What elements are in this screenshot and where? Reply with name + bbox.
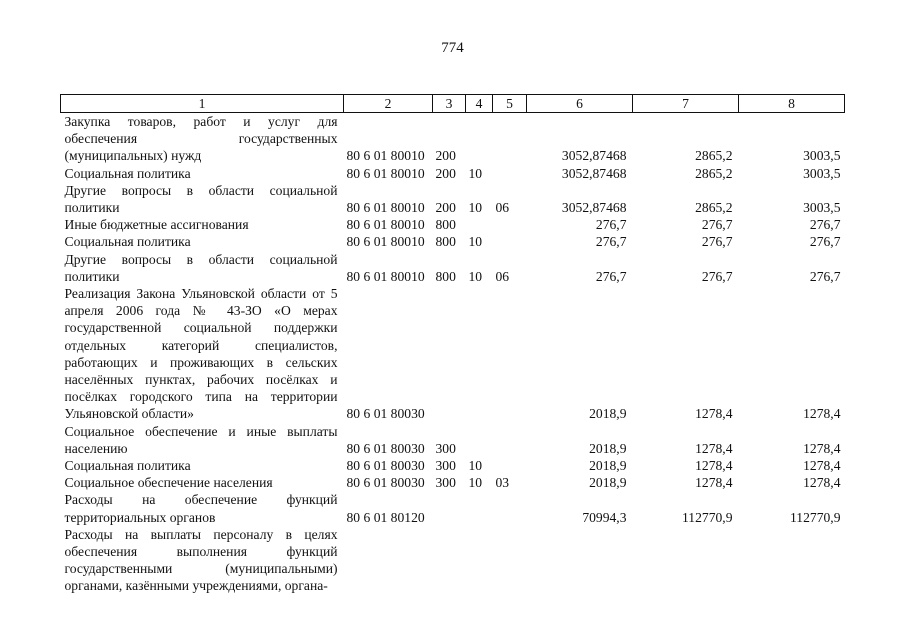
table-row bbox=[61, 165, 845, 182]
row-target-code: 80 6 01 80030 bbox=[346, 406, 425, 422]
column-header-8: 8 bbox=[739, 95, 845, 113]
row-amount-col8: 1278,4 bbox=[803, 440, 841, 456]
column-header-7: 7 bbox=[633, 95, 739, 113]
table-row bbox=[61, 251, 845, 285]
row-expense-type bbox=[433, 285, 466, 423]
row-amount-col7: 112770,9 bbox=[682, 509, 733, 525]
row-target-code bbox=[344, 526, 433, 595]
row-description: Иные бюджетные ассигнования bbox=[64, 217, 249, 233]
row-subsection: 06 bbox=[495, 200, 510, 216]
row-section: 10 bbox=[468, 475, 483, 491]
row-section bbox=[466, 113, 493, 165]
row-description: Закупка товаров, работ и услуг для обеспечения государственных (муниципальных) нужд bbox=[64, 114, 338, 164]
row-target-code: 80 6 01 80010 bbox=[346, 217, 425, 233]
table-row bbox=[61, 457, 845, 474]
row-section bbox=[466, 285, 493, 423]
row-target-code: 80 6 01 80030 bbox=[346, 458, 425, 474]
row-target-code: 80 6 01 80030 bbox=[346, 440, 425, 456]
column-number-row bbox=[61, 95, 845, 113]
row-description: Социальная политика bbox=[64, 234, 191, 250]
row-section bbox=[466, 526, 493, 595]
row-amount-col7: 2865,2 bbox=[695, 148, 733, 164]
row-amount-col8: 1278,4 bbox=[803, 406, 841, 422]
row-amount-col6: 2018,9 bbox=[589, 475, 627, 491]
row-expense-type: 300 bbox=[435, 458, 456, 474]
row-section: 10 bbox=[468, 458, 483, 474]
row-amount-col8 bbox=[739, 526, 845, 595]
row-section: 10 bbox=[468, 165, 483, 181]
row-description: Расходы на выплаты персоналу в целях обеспечения выполнения функций государственными (муниципальными) органами, казёнными учреждениями, органа- bbox=[64, 526, 338, 594]
row-subsection bbox=[493, 491, 527, 525]
row-amount-col7: 276,7 bbox=[701, 217, 733, 233]
row-section: 10 bbox=[468, 234, 483, 250]
row-section bbox=[466, 491, 493, 525]
row-amount-col8: 112770,9 bbox=[790, 509, 841, 525]
row-amount-col7 bbox=[633, 526, 739, 595]
row-section bbox=[466, 216, 493, 233]
column-header-2: 2 bbox=[344, 95, 433, 113]
row-amount-col6: 276,7 bbox=[595, 217, 627, 233]
row-expense-type: 800 bbox=[435, 268, 456, 284]
row-amount-col6: 3052,87468 bbox=[561, 148, 627, 164]
row-subsection bbox=[493, 285, 527, 423]
row-subsection: 06 bbox=[495, 268, 510, 284]
table-row bbox=[61, 474, 845, 491]
row-description: Реализация Закона Ульяновской области от 5 апреля 2006 года № 43-ЗО «О мерах государственной социальной поддержки отдельных категорий специалистов, работающих и проживающих в сельских населённых пунктах, рабочих посёлках и посёлках городского типа на территории Ульяновской области» bbox=[64, 286, 338, 422]
row-description: Социальное обеспечение и иные выплаты населению bbox=[64, 423, 338, 456]
row-target-code: 80 6 01 80010 bbox=[346, 165, 425, 181]
row-target-code: 80 6 01 80010 bbox=[346, 200, 425, 216]
table-row bbox=[61, 113, 845, 165]
row-subsection bbox=[493, 233, 527, 250]
row-amount-col8: 276,7 bbox=[809, 268, 841, 284]
row-target-code: 80 6 01 80030 bbox=[346, 475, 425, 491]
row-description: Социальное обеспечение населения bbox=[64, 475, 273, 491]
row-amount-col7: 276,7 bbox=[701, 268, 733, 284]
row-amount-col6 bbox=[527, 526, 633, 595]
row-amount-col8: 1278,4 bbox=[803, 458, 841, 474]
row-expense-type: 200 bbox=[435, 165, 456, 181]
row-target-code: 80 6 01 80010 bbox=[346, 268, 425, 284]
row-amount-col7: 2865,2 bbox=[695, 200, 733, 216]
column-header-4: 4 bbox=[466, 95, 493, 113]
row-expense-type bbox=[433, 526, 466, 595]
row-subsection bbox=[493, 113, 527, 165]
row-target-code: 80 6 01 80120 bbox=[346, 509, 425, 525]
page-number: 774 bbox=[441, 40, 464, 56]
row-subsection bbox=[493, 457, 527, 474]
table-row bbox=[61, 285, 845, 423]
row-amount-col8: 276,7 bbox=[809, 234, 841, 250]
row-expense-type bbox=[433, 491, 466, 525]
row-amount-col7: 276,7 bbox=[701, 234, 733, 250]
row-amount-col7: 1278,4 bbox=[695, 458, 733, 474]
row-section bbox=[466, 423, 493, 457]
row-subsection bbox=[493, 165, 527, 182]
row-description: Социальная политика bbox=[64, 165, 191, 181]
row-amount-col6: 2018,9 bbox=[589, 406, 627, 422]
table-row bbox=[61, 182, 845, 216]
row-amount-col6: 2018,9 bbox=[589, 440, 627, 456]
row-expense-type: 200 bbox=[435, 148, 456, 164]
table-row bbox=[61, 526, 845, 595]
row-expense-type: 800 bbox=[435, 217, 456, 233]
row-description: Другие вопросы в области социальной политики bbox=[64, 251, 338, 284]
row-expense-type: 200 bbox=[435, 200, 456, 216]
table-body bbox=[61, 113, 845, 595]
row-amount-col8: 3003,5 bbox=[803, 165, 841, 181]
budget-table bbox=[60, 94, 845, 595]
row-description: Расходы на обеспечение функций территориальных органов bbox=[64, 492, 338, 525]
row-amount-col6: 3052,87468 bbox=[561, 165, 627, 181]
row-amount-col6: 2018,9 bbox=[589, 458, 627, 474]
row-amount-col6: 3052,87468 bbox=[561, 200, 627, 216]
row-amount-col6: 276,7 bbox=[595, 268, 627, 284]
row-amount-col7: 1278,4 bbox=[695, 475, 733, 491]
row-expense-type: 800 bbox=[435, 234, 456, 250]
row-section: 10 bbox=[468, 200, 483, 216]
row-expense-type: 300 bbox=[435, 475, 456, 491]
row-amount-col8: 1278,4 bbox=[803, 475, 841, 491]
row-amount-col6: 276,7 bbox=[595, 234, 627, 250]
row-subsection bbox=[493, 526, 527, 595]
row-subsection bbox=[493, 423, 527, 457]
row-description: Другие вопросы в области социальной политики bbox=[64, 182, 338, 216]
row-subsection bbox=[493, 216, 527, 233]
row-expense-type: 300 bbox=[435, 440, 456, 456]
row-amount-col8: 3003,5 bbox=[803, 148, 841, 164]
row-target-code: 80 6 01 80010 bbox=[346, 148, 425, 164]
table-row bbox=[61, 491, 845, 525]
row-subsection: 03 bbox=[495, 475, 510, 491]
table-row bbox=[61, 423, 845, 457]
column-header-5: 5 bbox=[493, 95, 527, 113]
row-amount-col8: 276,7 bbox=[809, 217, 841, 233]
row-target-code: 80 6 01 80010 bbox=[346, 234, 425, 250]
column-header-6: 6 bbox=[527, 95, 633, 113]
row-section: 10 bbox=[468, 268, 483, 284]
row-description: Социальная политика bbox=[64, 458, 191, 474]
column-header-3: 3 bbox=[433, 95, 466, 113]
table-row bbox=[61, 216, 845, 233]
column-header-1: 1 bbox=[61, 95, 344, 113]
row-amount-col7: 1278,4 bbox=[695, 440, 733, 456]
table-row bbox=[61, 233, 845, 250]
row-amount-col6: 70994,3 bbox=[582, 509, 627, 525]
row-amount-col7: 1278,4 bbox=[695, 406, 733, 422]
row-amount-col8: 3003,5 bbox=[803, 200, 841, 216]
row-amount-col7: 2865,2 bbox=[695, 165, 733, 181]
